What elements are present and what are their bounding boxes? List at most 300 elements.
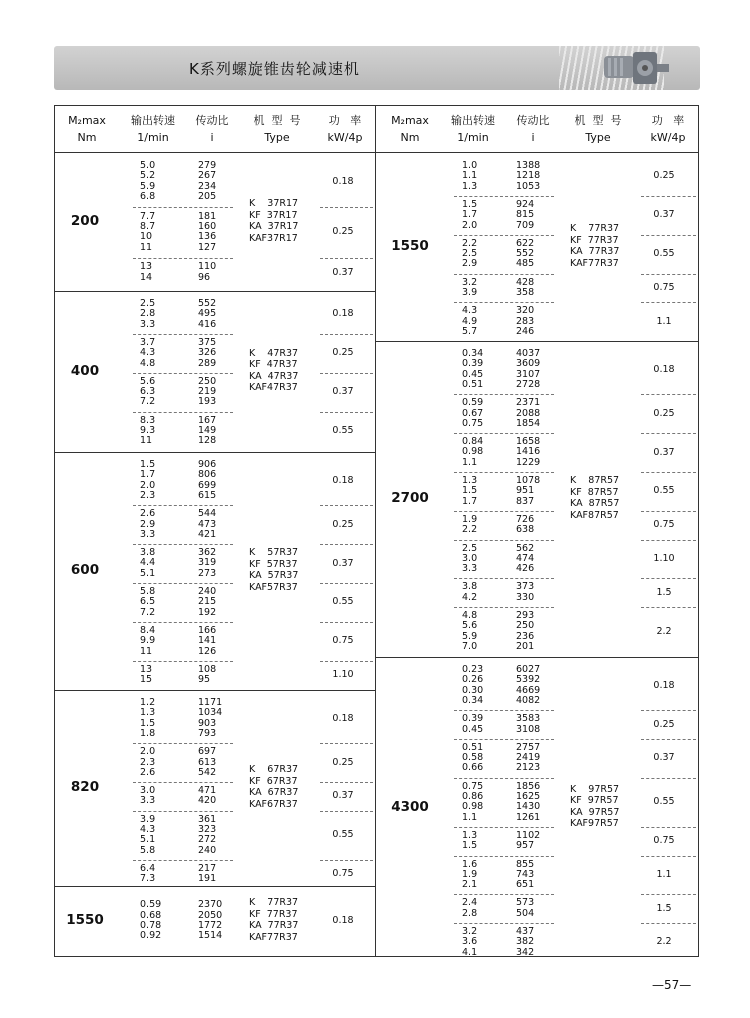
- header-ratio: 传动比 i: [195, 114, 229, 144]
- header-speed: 输出转速 1/min: [451, 114, 495, 144]
- band-divider: [454, 302, 554, 303]
- band-divider: [454, 433, 554, 434]
- ratio-value: 181: [198, 210, 217, 222]
- band-divider: [641, 739, 696, 740]
- ratio-value: 1416: [516, 446, 541, 458]
- left-column: [55, 106, 375, 956]
- power-value: 0.75: [332, 868, 354, 880]
- ratio-value: 1218: [516, 170, 541, 182]
- ratio-value: 236: [516, 630, 535, 642]
- ratio-value: 473: [198, 518, 217, 530]
- ratio-value: 201: [516, 640, 535, 652]
- right-column: [375, 106, 699, 956]
- speed-value: 0.75: [462, 417, 484, 429]
- speed-value: 3.3: [140, 795, 156, 807]
- speed-value: 1.1: [462, 170, 478, 182]
- band-divider: [133, 782, 233, 783]
- speed-value: 0.98: [462, 801, 484, 813]
- ratio-value: 4037: [516, 348, 541, 359]
- speed-value: 0.92: [140, 930, 162, 942]
- speed-value: 3.9: [140, 813, 156, 825]
- speed-value: 1.7: [462, 209, 478, 221]
- speed-value: 1.3: [462, 829, 478, 841]
- speed-value: 5.1: [140, 834, 156, 846]
- ratio-value: 3583: [516, 713, 541, 725]
- band-divider: [320, 860, 373, 861]
- band-divider: [320, 544, 373, 545]
- band-divider: [133, 622, 233, 623]
- speed-value: 2.2: [462, 524, 478, 536]
- speed-value: 2.0: [140, 479, 156, 491]
- ratio-value: 192: [198, 606, 217, 618]
- power-value: 0.75: [653, 282, 675, 293]
- ratio-value: 542: [198, 766, 217, 778]
- power-value: 0.25: [332, 518, 354, 530]
- speed-value: 1.9: [462, 868, 478, 880]
- power-value: 1.5: [656, 902, 672, 914]
- speed-value: 2.2: [462, 237, 478, 249]
- speed-value: 0.58: [462, 752, 484, 764]
- band-divider: [454, 710, 554, 711]
- speed-value: 11: [140, 435, 153, 447]
- speed-value: 3.0: [462, 552, 478, 564]
- speed-value: 3.8: [462, 581, 478, 593]
- speed-value: 3.0: [140, 785, 156, 797]
- header-torque: M₂max Nm: [68, 114, 106, 144]
- ratio-value: 250: [198, 375, 217, 387]
- power-value: 0.55: [653, 485, 675, 497]
- speed-value: 5.6: [462, 620, 478, 632]
- torque-value: 600: [70, 562, 100, 578]
- ratio-value: 205: [198, 190, 217, 202]
- ratio-value: 1854: [516, 417, 541, 429]
- power-value: 0.18: [332, 915, 354, 926]
- speed-value: 7.2: [140, 396, 156, 408]
- model-type: K 47R37 KF 47R37 KA 47R37 KAF47R37: [249, 347, 299, 393]
- torque-value: 1550: [66, 912, 104, 928]
- power-value: 1.5: [656, 586, 672, 598]
- band-divider: [320, 373, 373, 374]
- speed-value: 1.5: [462, 840, 478, 852]
- power-value: 2.2: [656, 936, 672, 948]
- ratio-value: 1658: [516, 436, 541, 448]
- band-divider: [641, 894, 696, 895]
- band-divider: [454, 894, 554, 895]
- power-value: 0.18: [332, 308, 354, 320]
- ratio-value: 906: [198, 459, 217, 470]
- ratio-value: 726: [516, 513, 535, 525]
- speed-value: 2.3: [140, 489, 156, 501]
- header-power: 功 率 kW/4p: [327, 114, 363, 144]
- speed-value: 2.0: [462, 219, 478, 231]
- speed-value: 6.5: [140, 596, 156, 608]
- band-divider: [454, 827, 554, 828]
- torque-value: 200: [70, 213, 100, 229]
- speed-value: 0.67: [462, 407, 484, 419]
- band-divider: [133, 334, 233, 335]
- band-divider: [133, 661, 233, 662]
- speed-value: 3.6: [462, 936, 478, 948]
- speed-value: 0.68: [140, 909, 162, 921]
- ratio-value: 837: [516, 495, 535, 507]
- ratio-value: 342: [516, 946, 535, 958]
- speed-value: 14: [140, 271, 153, 283]
- ratio-value: 323: [198, 824, 217, 835]
- ratio-value: 709: [516, 219, 535, 231]
- ratio-value: 1261: [516, 811, 541, 823]
- power-value: 2.2: [656, 625, 672, 637]
- speed-value: 5.7: [462, 325, 478, 337]
- speed-value: 8.4: [140, 624, 156, 636]
- ratio-value: 3107: [516, 368, 541, 380]
- band-divider: [133, 811, 233, 812]
- speed-value: 0.98: [462, 446, 484, 458]
- speed-value: 1.3: [462, 180, 478, 192]
- ratio-value: 293: [516, 610, 535, 621]
- ratio-value: 1034: [198, 707, 223, 719]
- ratio-value: 1856: [516, 780, 541, 792]
- power-value: 0.18: [653, 679, 675, 691]
- band-divider: [641, 607, 696, 608]
- speed-value: 1.3: [462, 475, 478, 486]
- power-value: 0.75: [653, 519, 675, 531]
- speed-value: 0.51: [462, 378, 484, 390]
- group-divider: [55, 291, 375, 292]
- ratio-value: 2419: [516, 752, 541, 764]
- ratio-value: 1514: [198, 930, 223, 942]
- ratio-value: 330: [516, 591, 535, 603]
- ratio-value: 615: [198, 489, 217, 501]
- header-ratio: 传动比 i: [516, 114, 550, 144]
- speed-value: 2.9: [140, 518, 156, 530]
- selection-table: [54, 105, 699, 957]
- ratio-value: 272: [198, 834, 217, 846]
- power-value: 0.55: [332, 829, 354, 841]
- band-divider: [320, 743, 373, 744]
- speed-value: 1.5: [140, 459, 156, 470]
- band-divider: [133, 860, 233, 861]
- band-divider: [320, 661, 373, 662]
- header-type: 机 型 号 Type: [574, 114, 622, 144]
- band-divider: [133, 743, 233, 744]
- speed-value: 0.45: [462, 723, 484, 735]
- power-value: 0.25: [653, 718, 675, 730]
- header-torque: M₂max Nm: [391, 114, 429, 144]
- band-divider: [641, 394, 696, 395]
- band-divider: [454, 856, 554, 857]
- speed-value: 2.8: [462, 907, 478, 919]
- group-divider: [55, 452, 375, 453]
- model-type: K 37R17 KF 37R17 KA 37R17 KAF37R17: [249, 198, 299, 244]
- band-divider: [641, 511, 696, 512]
- ratio-value: 474: [516, 552, 535, 564]
- ratio-value: 5392: [516, 674, 541, 686]
- power-value: 0.25: [653, 407, 675, 419]
- band-divider: [641, 196, 696, 197]
- power-value: 0.25: [332, 756, 354, 768]
- ratio-value: 167: [198, 414, 217, 426]
- ratio-value: 471: [198, 785, 217, 797]
- band-divider: [133, 544, 233, 545]
- ratio-value: 2088: [516, 407, 541, 419]
- ratio-value: 250: [516, 620, 535, 632]
- speed-value: 4.8: [140, 357, 156, 369]
- speed-value: 1.5: [140, 717, 156, 729]
- column-header: [55, 106, 375, 153]
- power-value: 1.10: [332, 669, 354, 681]
- ratio-value: 428: [516, 276, 535, 288]
- speed-value: 4.3: [140, 347, 156, 359]
- speed-value: 4.4: [140, 557, 156, 569]
- band-divider: [320, 811, 373, 812]
- speed-value: 7.7: [140, 210, 156, 222]
- ratio-value: 110: [198, 261, 217, 273]
- speed-value: 2.3: [140, 756, 156, 768]
- torque-value: 4300: [391, 798, 429, 815]
- speed-value: 4.9: [462, 315, 478, 327]
- ratio-value: 193: [198, 396, 217, 408]
- speed-value: 4.3: [462, 305, 478, 317]
- speed-value: 1.8: [140, 727, 156, 739]
- ratio-value: 3108: [516, 723, 541, 735]
- ratio-value: 855: [516, 858, 535, 870]
- page-title: K系列螺旋锥齿轮减速机: [189, 60, 360, 78]
- band-divider: [133, 505, 233, 506]
- speed-value: 3.2: [462, 276, 478, 288]
- speed-value: 9.3: [140, 425, 156, 436]
- power-value: 0.55: [332, 596, 354, 608]
- gear-motor-icon: [600, 40, 672, 94]
- ratio-value: 219: [198, 386, 217, 398]
- ratio-value: 234: [198, 180, 217, 192]
- speed-value: 4.2: [462, 591, 478, 603]
- speed-value: 2.5: [462, 248, 478, 260]
- band-divider: [454, 923, 554, 924]
- power-value: 0.55: [653, 796, 675, 808]
- ratio-value: 373: [516, 581, 535, 593]
- ratio-value: 217: [198, 862, 217, 874]
- band-divider: [133, 373, 233, 374]
- speed-value: 11: [140, 645, 153, 657]
- ratio-value: 552: [516, 248, 535, 260]
- speed-value: 0.66: [462, 762, 484, 774]
- ratio-value: 362: [198, 547, 217, 559]
- ratio-value: 2371: [516, 397, 541, 409]
- speed-value: 1.5: [462, 198, 478, 210]
- band-divider: [454, 607, 554, 608]
- speed-value: 0.59: [462, 397, 484, 409]
- power-value: 1.1: [656, 868, 672, 880]
- ratio-value: 957: [516, 840, 535, 852]
- ratio-value: 136: [198, 231, 217, 243]
- power-value: 0.37: [332, 557, 354, 569]
- power-value: 0.18: [653, 363, 675, 375]
- band-divider: [320, 258, 373, 259]
- band-divider: [641, 472, 696, 473]
- ratio-value: 651: [516, 879, 535, 891]
- ratio-value: 267: [198, 170, 217, 182]
- model-type: K 57R37 KF 57R37 KA 57R37 KAF57R37: [249, 547, 299, 593]
- group-divider: [55, 886, 375, 887]
- header-power: 功 率 kW/4p: [650, 114, 686, 144]
- speed-value: 1.3: [140, 707, 156, 719]
- band-divider: [454, 739, 554, 740]
- speed-value: 0.51: [462, 741, 484, 753]
- band-divider: [641, 433, 696, 434]
- power-value: 0.18: [332, 474, 354, 486]
- speed-value: 0.45: [462, 368, 484, 380]
- speed-value: 1.7: [140, 469, 156, 481]
- group-divider: [55, 690, 375, 691]
- band-divider: [454, 196, 554, 197]
- speed-value: 5.9: [462, 630, 478, 642]
- speed-value: 0.75: [462, 780, 484, 792]
- band-divider: [641, 827, 696, 828]
- speed-value: 7.0: [462, 640, 478, 652]
- band-divider: [641, 235, 696, 236]
- band-divider: [454, 778, 554, 779]
- band-divider: [641, 578, 696, 579]
- ratio-value: 1388: [516, 160, 541, 171]
- power-value: 0.75: [332, 635, 354, 647]
- speed-value: 8.3: [140, 414, 156, 426]
- ratio-value: 437: [516, 926, 535, 937]
- band-divider: [320, 207, 373, 208]
- speed-value: 13: [140, 261, 153, 273]
- ratio-value: 1430: [516, 801, 541, 813]
- ratio-value: 95: [198, 674, 211, 686]
- band-divider: [320, 583, 373, 584]
- ratio-value: 793: [198, 727, 217, 739]
- speed-value: 4.3: [140, 824, 156, 835]
- speed-value: 7.2: [140, 606, 156, 618]
- speed-value: 11: [140, 241, 153, 253]
- ratio-value: 1229: [516, 456, 541, 468]
- model-type: K 77R37 KF 77R37 KA 77R37 KAF77R37: [249, 897, 299, 943]
- ratio-value: 289: [198, 357, 217, 369]
- band-divider: [454, 274, 554, 275]
- speed-value: 10: [140, 231, 153, 243]
- speed-value: 3.3: [462, 563, 478, 575]
- ratio-value: 361: [198, 813, 217, 825]
- ratio-value: 544: [198, 508, 217, 520]
- ratio-value: 504: [516, 907, 535, 919]
- model-type: K 77R37 KF 77R37 KA 77R37 KAF77R37: [570, 223, 620, 269]
- ratio-value: 166: [198, 624, 217, 636]
- speed-value: 5.2: [140, 170, 156, 182]
- ratio-value: 326: [198, 347, 217, 359]
- ratio-value: 1053: [516, 180, 541, 192]
- power-value: 0.37: [653, 446, 675, 458]
- ratio-value: 4082: [516, 694, 541, 706]
- speed-value: 0.23: [462, 664, 484, 675]
- ratio-value: 1772: [198, 920, 223, 931]
- band-divider: [641, 710, 696, 711]
- speed-value: 3.3: [140, 528, 156, 540]
- speed-value: 0.39: [462, 358, 484, 370]
- power-value: 0.55: [332, 425, 354, 437]
- ratio-value: 562: [516, 542, 535, 554]
- ratio-value: 2370: [198, 899, 223, 911]
- power-value: 0.25: [332, 226, 354, 238]
- ratio-value: 426: [516, 563, 535, 575]
- model-type: K 67R37 KF 67R37 KA 67R37 KAF67R37: [249, 764, 299, 810]
- speed-value: 5.8: [140, 586, 156, 597]
- power-value: 0.25: [332, 347, 354, 359]
- ratio-value: 246: [516, 325, 535, 337]
- power-value: 0.37: [332, 790, 354, 802]
- band-divider: [133, 258, 233, 259]
- model-type: K 97R57 KF 97R57 KA 97R57 KAF97R57: [570, 783, 620, 829]
- speed-value: 7.3: [140, 873, 156, 885]
- band-divider: [641, 540, 696, 541]
- speed-value: 13: [140, 663, 153, 675]
- ratio-value: 573: [516, 897, 535, 909]
- band-divider: [641, 302, 696, 303]
- ratio-value: 319: [198, 557, 217, 569]
- speed-value: 0.39: [462, 713, 484, 725]
- power-value: 0.37: [332, 266, 354, 278]
- ratio-value: 240: [198, 844, 217, 856]
- ratio-value: 421: [198, 528, 217, 540]
- speed-value: 3.7: [140, 336, 156, 348]
- speed-value: 2.8: [140, 308, 156, 320]
- speed-value: 6.8: [140, 190, 156, 202]
- torque-value: 2700: [391, 490, 429, 506]
- speed-value: 0.78: [140, 920, 162, 931]
- band-divider: [320, 782, 373, 783]
- band-divider: [133, 207, 233, 208]
- ratio-value: 2757: [516, 741, 541, 753]
- band-divider: [454, 235, 554, 236]
- power-value: 0.25: [653, 170, 675, 182]
- speed-value: 5.6: [140, 375, 156, 387]
- ratio-value: 273: [198, 567, 217, 579]
- group-divider: [376, 657, 699, 658]
- speed-value: 2.4: [462, 897, 478, 909]
- speed-value: 1.2: [140, 697, 156, 708]
- band-divider: [133, 583, 233, 584]
- ratio-value: 1625: [516, 791, 541, 802]
- band-divider: [320, 334, 373, 335]
- ratio-value: 552: [198, 298, 217, 309]
- speed-value: 0.26: [462, 674, 484, 686]
- ratio-value: 806: [198, 469, 217, 481]
- ratio-value: 1171: [198, 697, 223, 708]
- speed-value: 1.7: [462, 495, 478, 507]
- speed-value: 3.8: [140, 547, 156, 559]
- group-divider: [376, 341, 699, 342]
- ratio-value: 108: [198, 663, 217, 675]
- torque-value: 400: [70, 362, 100, 379]
- band-divider: [454, 578, 554, 579]
- speed-value: 6.3: [140, 386, 156, 398]
- ratio-value: 375: [198, 336, 217, 348]
- speed-value: 0.84: [462, 436, 484, 448]
- ratio-value: 638: [516, 524, 535, 536]
- ratio-value: 1078: [516, 475, 541, 486]
- ratio-value: 283: [516, 315, 535, 327]
- power-value: 1.1: [656, 315, 672, 327]
- header-type: 机 型 号 Type: [253, 114, 301, 144]
- speed-value: 5.8: [140, 844, 156, 856]
- ratio-value: 358: [516, 287, 535, 298]
- ratio-value: 416: [198, 318, 217, 330]
- speed-value: 15: [140, 674, 153, 686]
- speed-value: 0.34: [462, 694, 484, 706]
- ratio-value: 6027: [516, 664, 541, 675]
- ratio-value: 191: [198, 873, 217, 885]
